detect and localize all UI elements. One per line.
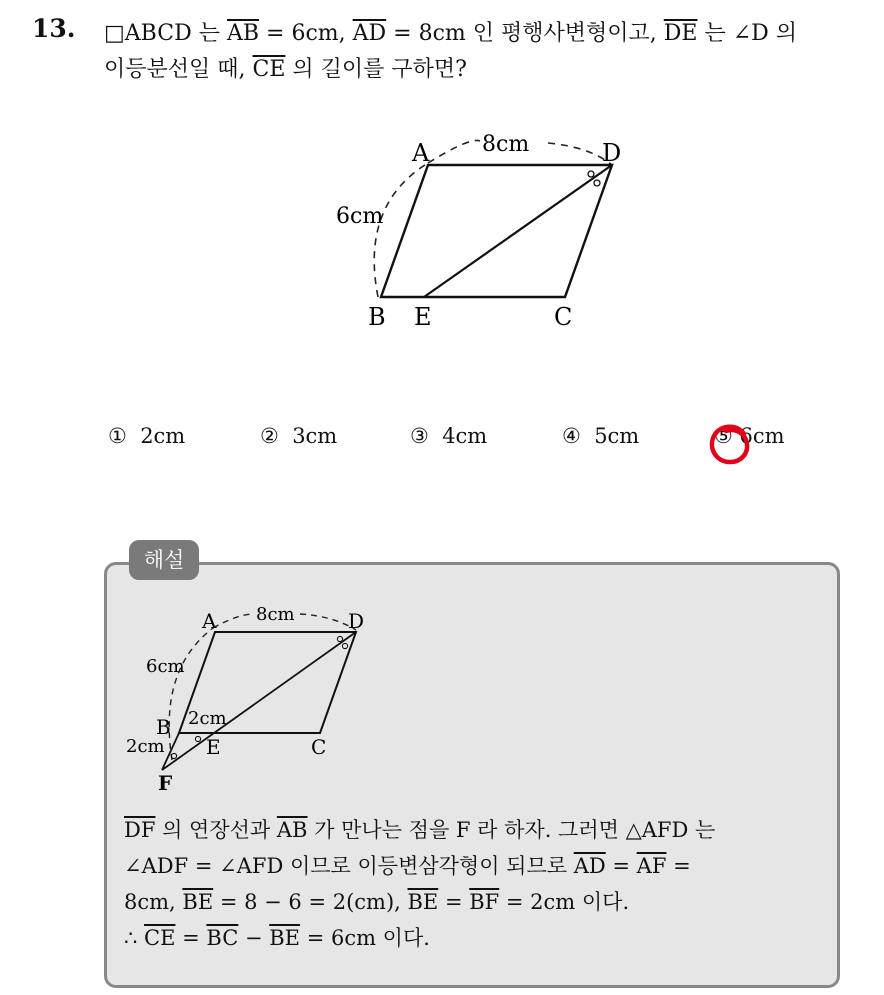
solution-line-4: ∴ $\overline{CE} = \overline{BC} - \overline{BE} = 6cm$ 이다.: [124, 926, 430, 950]
solution-label-d: D: [348, 609, 365, 633]
solution-angle-mark-d1: [337, 636, 342, 641]
solution-label-c: C: [311, 735, 327, 759]
question-number: 13.: [32, 14, 76, 43]
segment-ab: $\overline{AB}$: [226, 21, 260, 46]
question-line-1: □ABCD 는 $\overline{AB} = 6cm$, $\overline{AD} = 8cm$ 인 평행사변형이고, $\overline{DE}$ 는 ∠D 의: [104, 21, 798, 46]
solution-label-e: E: [206, 735, 221, 759]
solution-angle-mark-d2: [342, 643, 347, 648]
label-a: A: [412, 139, 430, 167]
solution-length-ab: 6cm: [146, 656, 185, 677]
solution-line-3: 8cm, $\overline{BE} = 8 - 6 = 2(cm)$, $\overline{BE} = \overline{BF} = 2cm$ 이다.: [124, 890, 630, 914]
label-e: E: [414, 303, 432, 331]
solution-text: [124, 812, 830, 956]
parallelogram: [381, 165, 612, 297]
parallelogram-figure: [330, 125, 630, 340]
solution-label-f: F: [158, 771, 173, 795]
solution-line-2: ∠ADF = ∠AFD 이므로 이등변삼각형이 되므로 $\overline{AD} = \overline{AF}$ =: [124, 854, 691, 878]
choice-3[interactable]: ③ 4cm: [410, 424, 488, 448]
arc-dashed: [374, 163, 428, 297]
solution-length-bf: 2cm: [126, 736, 165, 757]
solution-length-ad: 8cm: [256, 604, 295, 625]
length-ab-label: 6cm: [336, 204, 384, 229]
choice-4[interactable]: ④ 5cm: [562, 424, 640, 448]
question-line-2: 이등분선일 때, $\overline{CE}$ 의 길이를 구하면?: [104, 57, 467, 82]
choice-1[interactable]: ① 2cm: [108, 424, 186, 448]
bisector-de: [424, 165, 612, 297]
angle-mark-2: [594, 180, 600, 186]
answer-circle-mark: [706, 420, 754, 468]
solution-figure: [118, 600, 388, 800]
solution-label-b: B: [156, 715, 171, 739]
segment-de: $\overline{DE}$: [663, 21, 698, 46]
solution-length-be: 2cm: [188, 708, 227, 729]
solution-angle-mark-f: [171, 753, 176, 758]
label-d: D: [602, 139, 622, 167]
choice-2[interactable]: ② 3cm: [260, 424, 338, 448]
solution-arc-top-left: [213, 614, 254, 628]
choice-5[interactable]: ⑤ 6cm: [714, 424, 785, 448]
label-c: C: [554, 303, 573, 331]
solution-angle-mark-e: [195, 736, 200, 741]
arc-top-dashed: [428, 140, 480, 163]
angle-mark-1: [588, 171, 594, 177]
solution-label-a: A: [202, 609, 217, 633]
segment-ce: $\overline{CE}$: [252, 57, 286, 82]
segment-ad: $\overline{AD}$: [352, 21, 387, 46]
solution-line-1: $\overline{DF}$ 의 연장선과 $\overline{AB}$ 가 만나는 점을 F 라 하자. 그러면 △AFD 는: [124, 818, 716, 842]
label-b: B: [368, 303, 386, 331]
solution-tag: 해설: [129, 540, 199, 580]
question-text: [104, 16, 874, 88]
length-ad-label: 8cm: [482, 132, 530, 157]
